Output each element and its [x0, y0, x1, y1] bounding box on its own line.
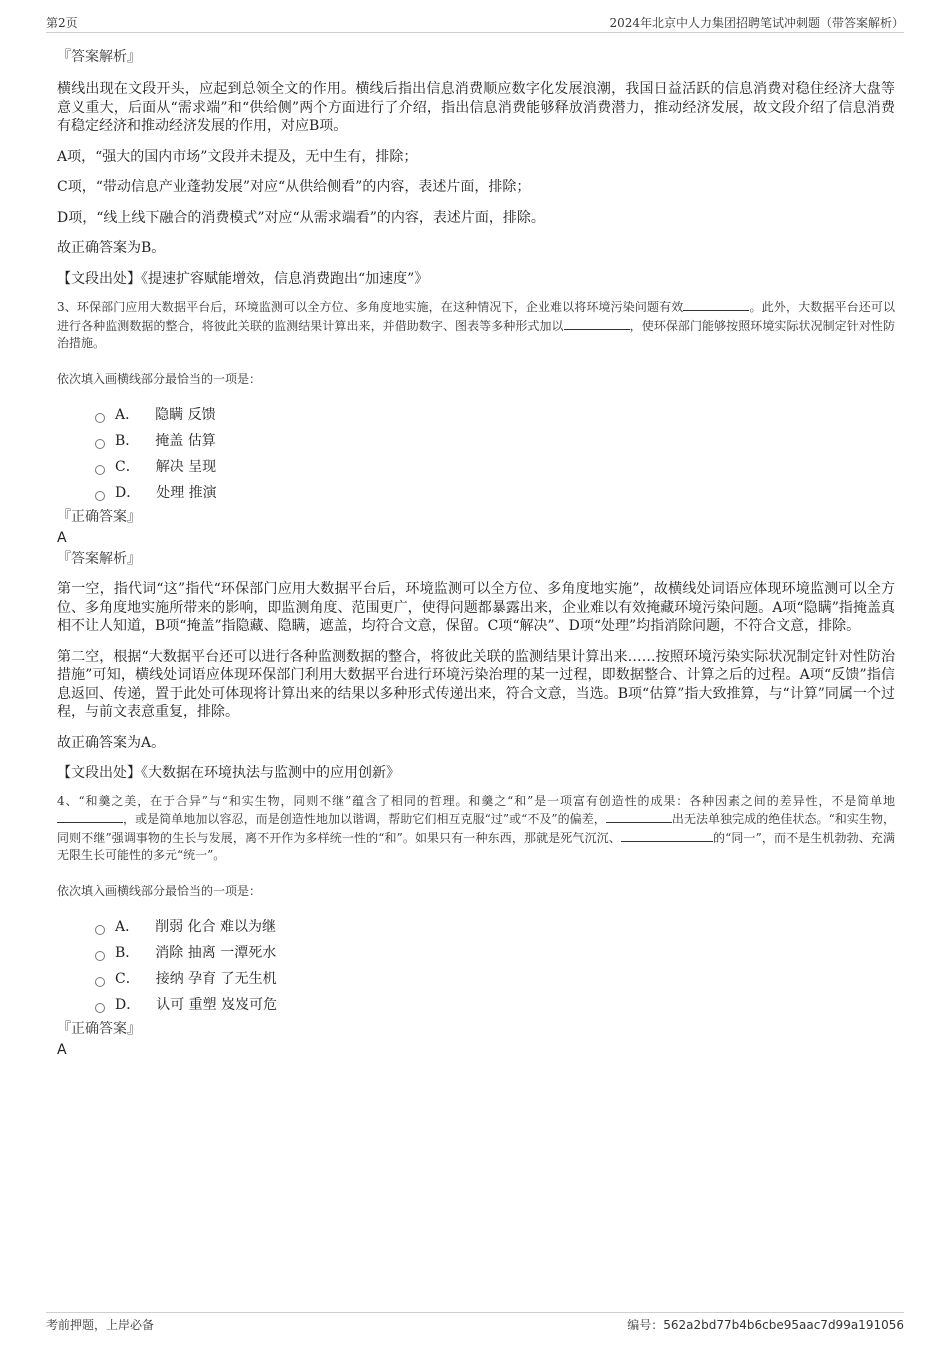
q4-option-a[interactable]: A． 削弱 化合 难以为继 [95, 914, 895, 940]
radio-icon[interactable] [95, 465, 105, 475]
q2-option-c-analysis: C项，“带动信息产业蓬勃发展”对应“从供给侧看”的内容，表述片面，排除； [57, 179, 531, 195]
radio-icon[interactable] [95, 1003, 105, 1013]
q3-options [95, 402, 895, 506]
q4-stem: 4、“和羹之美，在于合异”与“和实生物，同则不继”蕴含了相同的哲理。和羹之“和”是一项富有创造性的成果：各种因素之间的差异性，不是简单地，或是简单地加以容忍，而是创造性地加以谐调，帮助它们相互克服“过”或“不及”的偏差， 出无法单独完成的绝佳状态。“和实生物，同则不继”强调事物的生长与发展，离不开作为多样统一性的“和”。如果只有一种东西，那就是死气沉沉、 的“同一”，而不是生机勃勃、充满无限生长可能性的多元“统一”。 [57, 793, 895, 862]
q3-analysis-paragraph-2: 第二空，根据“大数据平台还可以进行各种监测数据的整合，将彼此关联的监测结果计算出来……按照环境污染实际状况制定针对性防治措施”可知，横线处词语应体现环保部门利用大数据平台进行环境污染治理的某一过程，即数据整合、计算之后的过程。A项“反馈”指信息返回、传递，置于此处可体现将计算出来的结果以多种形式传递出来，符合文意，当选。B项“估算”指大致推算，与“计算”同属一个过程，与前文表意重复，排除。 [57, 648, 895, 720]
q4-options [95, 914, 895, 1018]
q4-option-c[interactable]: C． 接纳 孕育 了无生机 [95, 966, 895, 992]
q3-analysis-paragraph-1: 第一空，指代词“这”指代“环保部门应用大数据平台后，环境监测可以全方位、多角度地实施”，故横线处词语应体现环境监测可以全方位、多角度地实施所带来的影响，即监测角度、范围更广，使得问题都暴露出来，企业难以有效掩藏环境污染问题。A项“隐瞒”指掩盖真相不让人知道，B项“掩盖”指隐藏、隐瞒，遮盖，均符合文意，保留。C项“解决”、D项“处理”均指消除问题，不符合文意，排除。 [57, 581, 895, 634]
q4-option-d[interactable]: D． 认可 重塑 岌岌可危 [95, 992, 895, 1018]
q3-source: 【文段出处】《大数据在环境执法与监测中的应用创新》 [57, 765, 400, 781]
q2-source: 【文段出处】《提速扩容赋能增效，信息消费跑出“加速度”》 [57, 270, 429, 287]
blank-line [606, 810, 672, 823]
q2-conclusion: 故正确答案为B。 [57, 240, 166, 256]
radio-icon[interactable] [95, 925, 105, 935]
blank-line [564, 317, 630, 330]
q3-answer: A [57, 530, 67, 546]
blank-line [683, 298, 749, 311]
q3-prompt: 依次填入画横线部分最恰当的一项是： [57, 371, 262, 386]
radio-icon[interactable] [95, 439, 105, 449]
radio-icon[interactable] [95, 491, 105, 501]
q4-answer: A [57, 1042, 67, 1058]
footer-slogan: 考前押题，上岸必备 [46, 1318, 155, 1332]
page-header [46, 12, 904, 33]
q4-prompt: 依次填入画横线部分最恰当的一项是： [57, 883, 262, 898]
q3-analysis-label: 『答案解析』 [57, 551, 141, 567]
q4-option-b[interactable]: B． 消除 抽离 一潭死水 [95, 940, 895, 966]
q3-option-c[interactable]: C． 解决 呈现 [95, 454, 895, 480]
document-code: 编号：562a2bd77b4b6cbe95aac7d99a191056 [627, 1318, 904, 1332]
radio-icon[interactable] [95, 413, 105, 423]
radio-icon[interactable] [95, 951, 105, 961]
page-number: 第2页 [46, 16, 78, 30]
q2-option-d-analysis: D项，“线上线下融合的消费模式”对应“从需求端看”的内容，表述片面，排除。 [57, 209, 545, 226]
document-title: 2024年北京中人力集团招聘笔试冲刺题（带答案解析） [609, 16, 904, 30]
q3-option-d[interactable]: D． 处理 推演 [95, 480, 895, 506]
q3-option-b[interactable]: B． 掩盖 估算 [95, 428, 895, 454]
radio-icon[interactable] [95, 977, 105, 987]
q3-stem: 3、环保部门应用大数据平台后，环境监测可以全方位、多角度地实施，在这种情况下，企业难以将环境污染问题有效 。此外，大数据平台还可以进行各种监测数据的整合，将彼此关联的监测结果计算出来，并借助数字、图表等多种形式加以 ，使环保部门能够按照环境实际状况制定针对性防治措施。 [57, 300, 895, 350]
page-footer [46, 1312, 904, 1333]
q3-answer-label: 『正确答案』 [57, 509, 141, 525]
q2-analysis-label: 『答案解析』 [57, 49, 141, 65]
blank-line [57, 810, 123, 823]
q2-option-a-analysis: A项，“强大的国内市场”文段并未提及，无中生有，排除； [57, 148, 418, 165]
page-content [57, 46, 895, 1060]
q4-answer-label: 『正确答案』 [57, 1021, 141, 1037]
q3-option-a[interactable]: A． 隐瞒 反馈 [95, 402, 895, 428]
q2-analysis-paragraph: 横线出现在文段开头，应起到总领全文的作用。横线后指出信息消费顺应数字化发展浪潮，我国日益活跃的信息消费对稳住经济大盘等意义重大，后面从“需求端”和“供给侧”两个方面进行了介绍，指出信息消费能够释放消费潜力，推动经济发展，故文段介绍了信息消费有稳定经济和推动经济发展的作用，对应B项。 [57, 81, 895, 134]
blank-line [621, 829, 713, 842]
q3-conclusion: 故正确答案为A。 [57, 734, 166, 751]
